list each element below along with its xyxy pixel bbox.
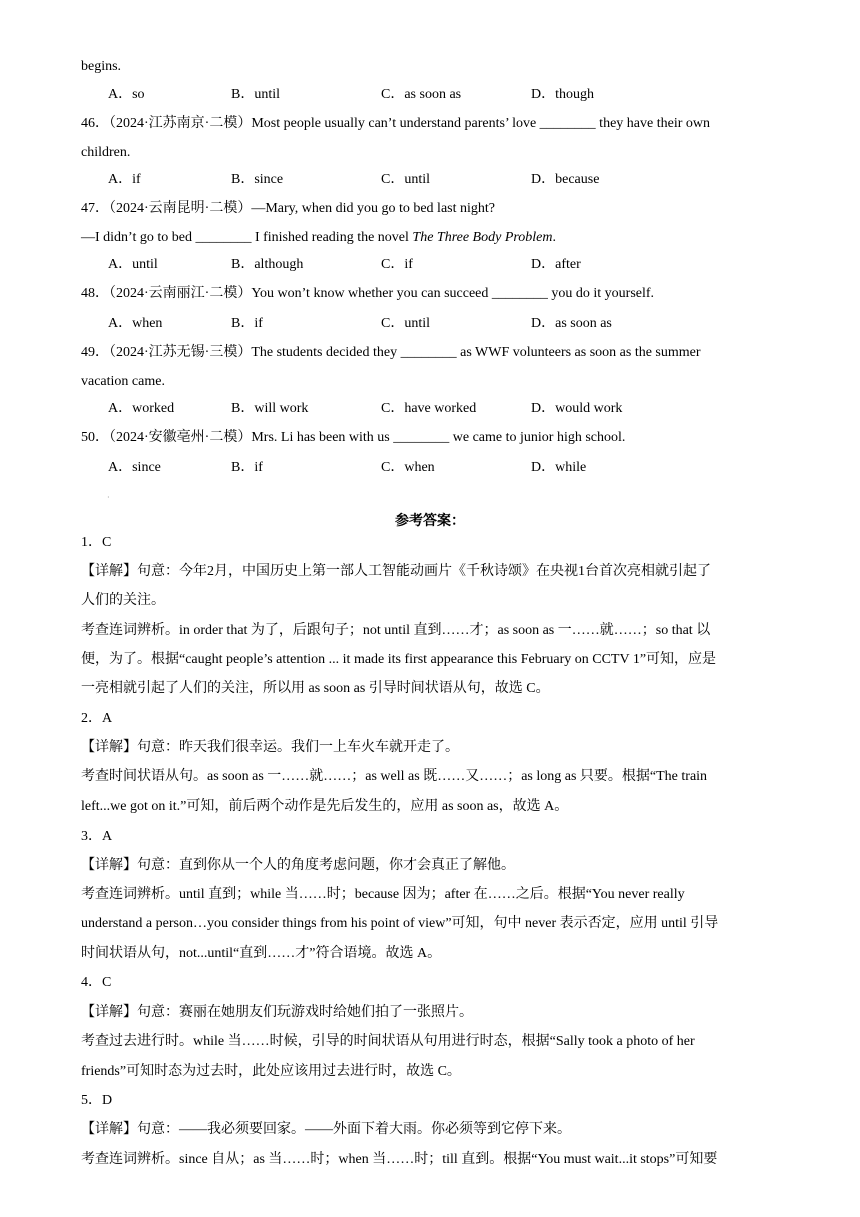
q49-option-d: D．would work: [531, 401, 623, 416]
dialogue-text: —I didn’t go to bed ________ I finished reading the novel: [81, 230, 413, 245]
question-text: The students decided they ________ as WWF volunteers as soon as the summer: [251, 345, 701, 360]
question-source: （2024·云南昆明·二模）: [109, 201, 252, 216]
answer-5-number: 5．D: [81, 1093, 113, 1108]
q46-option-d: D．because: [531, 172, 600, 187]
answer-4-number: 4．C: [81, 975, 112, 990]
question-number: 48．: [81, 286, 109, 301]
answer-2-number: 2．A: [81, 711, 113, 726]
q50-option-a: A．since: [108, 460, 161, 475]
answer-1-line: 考查连词辨析。in order that 为了，后跟句子；not until 直到……才；as soon as 一……就……；so that 以: [81, 623, 711, 638]
question-source: （2024·云南丽江·二模）: [109, 286, 252, 301]
question-50: [81, 429, 625, 447]
answer-2-line: left...we got on it.”可知，前后两个动作是先后发生的，应用 as soon as，故选 A。: [81, 799, 569, 814]
q50-option-b: B．if: [231, 460, 263, 475]
q49-option-c: C．have worked: [381, 401, 477, 416]
question-45-continuation: begins.: [81, 59, 122, 74]
answer-4-line: friends”可知时态为过去时，此处应该用过去进行时，故选 C。: [81, 1064, 461, 1079]
q45-option-b: B．until: [231, 87, 281, 102]
q49-option-b: B．will work: [231, 401, 309, 416]
period: .: [552, 230, 557, 245]
q45-option-c: C．as soon as: [381, 87, 462, 102]
q48-option-a: A．when: [108, 316, 163, 331]
q48-option-c: C．until: [381, 316, 431, 331]
answer-1-number: 1．C: [81, 535, 112, 550]
novel-title: The Three Body Problem: [412, 230, 553, 245]
stray-mark: ·: [107, 493, 110, 502]
q48-option-b: B．if: [231, 316, 263, 331]
q50-option-c: C．when: [381, 460, 435, 475]
answer-2-line: 【详解】句意：昨天我们很幸运。我们一上车火车就开走了。: [81, 740, 459, 755]
question-source: （2024·安徽亳州·二模）: [109, 430, 252, 445]
answer-3-line: 考查连词辨析。until 直到；while 当……时；because 因为；after 在……之后。根据“You never really: [81, 887, 685, 902]
q47-option-c: C．if: [381, 257, 413, 272]
answer-3-line: understand a person…you consider things from his point of view”可知，句中 never 表示否定，应用 until 引导: [81, 916, 719, 931]
q49-option-a: A．worked: [108, 401, 175, 416]
answer-3-line: 时间状语从句，not...until“直到……才”符合语境。故选 A。: [81, 946, 442, 961]
question-number: 49．: [81, 345, 109, 360]
q46-option-c: C．until: [381, 172, 431, 187]
answer-3-line: 【详解】句意：直到你从一个人的角度考虑问题，你才会真正了解他。: [81, 858, 515, 873]
question-46: [81, 115, 710, 133]
q46-option-b: B．since: [231, 172, 284, 187]
q50-option-d: D．while: [531, 460, 587, 475]
q45-option-a: A．so: [108, 87, 145, 102]
q48-option-d: D．as soon as: [531, 316, 612, 331]
question-48: [81, 285, 654, 303]
q47-option-b: B．although: [231, 257, 304, 272]
question-49-line-2: vacation came.: [81, 374, 165, 389]
question-text: Mrs. Li has been with us ________ we came to junior high school.: [251, 430, 626, 445]
answer-1-line: 人们的关注。: [81, 593, 165, 608]
q47-option-a: A．until: [108, 257, 158, 272]
q45-option-d: D．though: [531, 87, 594, 102]
answer-3-number: 3．A: [81, 829, 113, 844]
answer-5-line: 考查连词辨析。since 自从；as 当……时；when 当……时；till 直到。根据“You must wait...it stops”可知要: [81, 1152, 718, 1167]
question-number: 46．: [81, 116, 109, 131]
answer-1-line: 便，为了。根据“caught people’s attention ... it made its first appearance this February on CCTV 1”可知，应是: [81, 652, 717, 667]
q47-option-d: D．after: [531, 257, 581, 272]
answer-1-line: 一亮相就引起了人们的关注，所以用 as soon as 引导时间状语从句，故选 C。: [81, 681, 550, 696]
question-text: —Mary, when did you go to bed last night?: [251, 201, 495, 216]
answer-2-line: 考查时间状语从句。as soon as 一……就……；as well as 既……又……；as long as 只要。根据“The train: [81, 769, 708, 784]
q46-option-a: A．if: [108, 172, 141, 187]
question-text: You won’t know whether you can succeed ________ you do it yourself.: [251, 286, 655, 301]
answer-4-line: 【详解】句意：赛丽在她朋友们玩游戏时给她们拍了一张照片。: [81, 1005, 473, 1020]
question-source: （2024·江苏南京·二模）: [109, 116, 252, 131]
question-text: Most people usually can’t understand parents’ love ________ they have their own: [251, 116, 710, 131]
answer-4-line: 考查过去进行时。while 当……时候，引导的时间状语从句用进行时态，根据“Sally took a photo of her: [81, 1034, 695, 1049]
question-47-line-2: [81, 229, 556, 247]
question-source: （2024·江苏无锡·三模）: [109, 345, 252, 360]
answers-heading: 参考答案：: [395, 514, 465, 529]
answer-5-line: 【详解】句意：——我必须要回家。——外面下着大雨。你必须等到它停下来。: [81, 1122, 571, 1137]
question-46-line-2: children.: [81, 145, 131, 160]
question-49: [81, 344, 701, 362]
question-47: [81, 200, 495, 218]
question-number: 50．: [81, 430, 109, 445]
answer-1-line: 【详解】句意：今年2月，中国历史上第一部人工智能动画片《千秋诗颂》在央视1台首次亮相就引起了: [81, 564, 711, 579]
question-number: 47．: [81, 201, 109, 216]
